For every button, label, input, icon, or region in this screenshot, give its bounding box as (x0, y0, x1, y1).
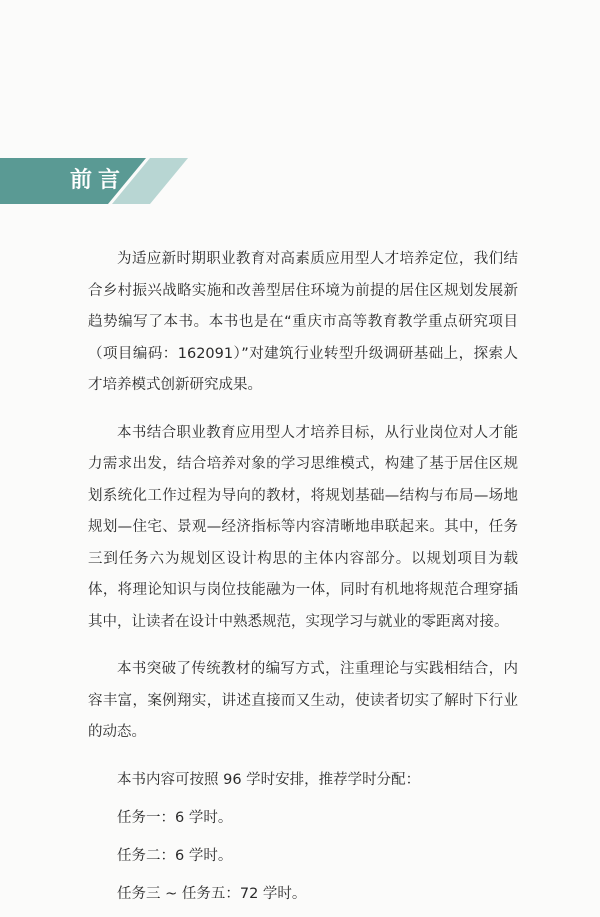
section-banner (0, 158, 188, 204)
preface-body (88, 244, 518, 917)
schedule-intro: 本书内容可按照 96 学时安排，推荐学时分配： (117, 771, 421, 788)
paragraph: 本书突破了传统教材的编写方式，注重理论与实践相结合，内容丰富，案例翔实，讲述直接而又生动，使读者切实了解时下行业的动态。 (88, 661, 518, 740)
schedule-item: 任务一：6 学时。 (117, 809, 233, 826)
paragraph: 本书结合职业教育应用型人才培养目标，从行业岗位对人才能力需求出发，结合培养对象的学习思维模式，构建了基于居住区规划系统化工作过程为导向的教材，将规划基础—结构与布局—场地规划—住宅、景观—经济指标等内容清晰地串联起来。其中，任务三到任务六为规划区设计构思的主体内容部分。以规划项目为载体，将理论知识与岗位技能融为一体，同时有机地将规范合理穿插其中，让读者在设计中熟悉规范，实现学习与就业的零距离对接。 (88, 424, 518, 630)
paragraph: 为适应新时期职业教育对高素质应用型人才培养定位，我们结合乡村振兴战略实施和改善型居住环境为前提的居住区规划发展新趋势编写了本书。本书也是在“重庆市高等教育教学重点研究项目（项目编码：162091）”对建筑行业转型升级调研基础上，探索人才培养模式创新研究成果。 (88, 251, 518, 393)
schedule-item: 任务二：6 学时。 (117, 847, 233, 864)
section-title: 前言 (70, 168, 127, 193)
schedule-item: 任务三 ~ 任务五：72 学时。 (117, 885, 307, 902)
